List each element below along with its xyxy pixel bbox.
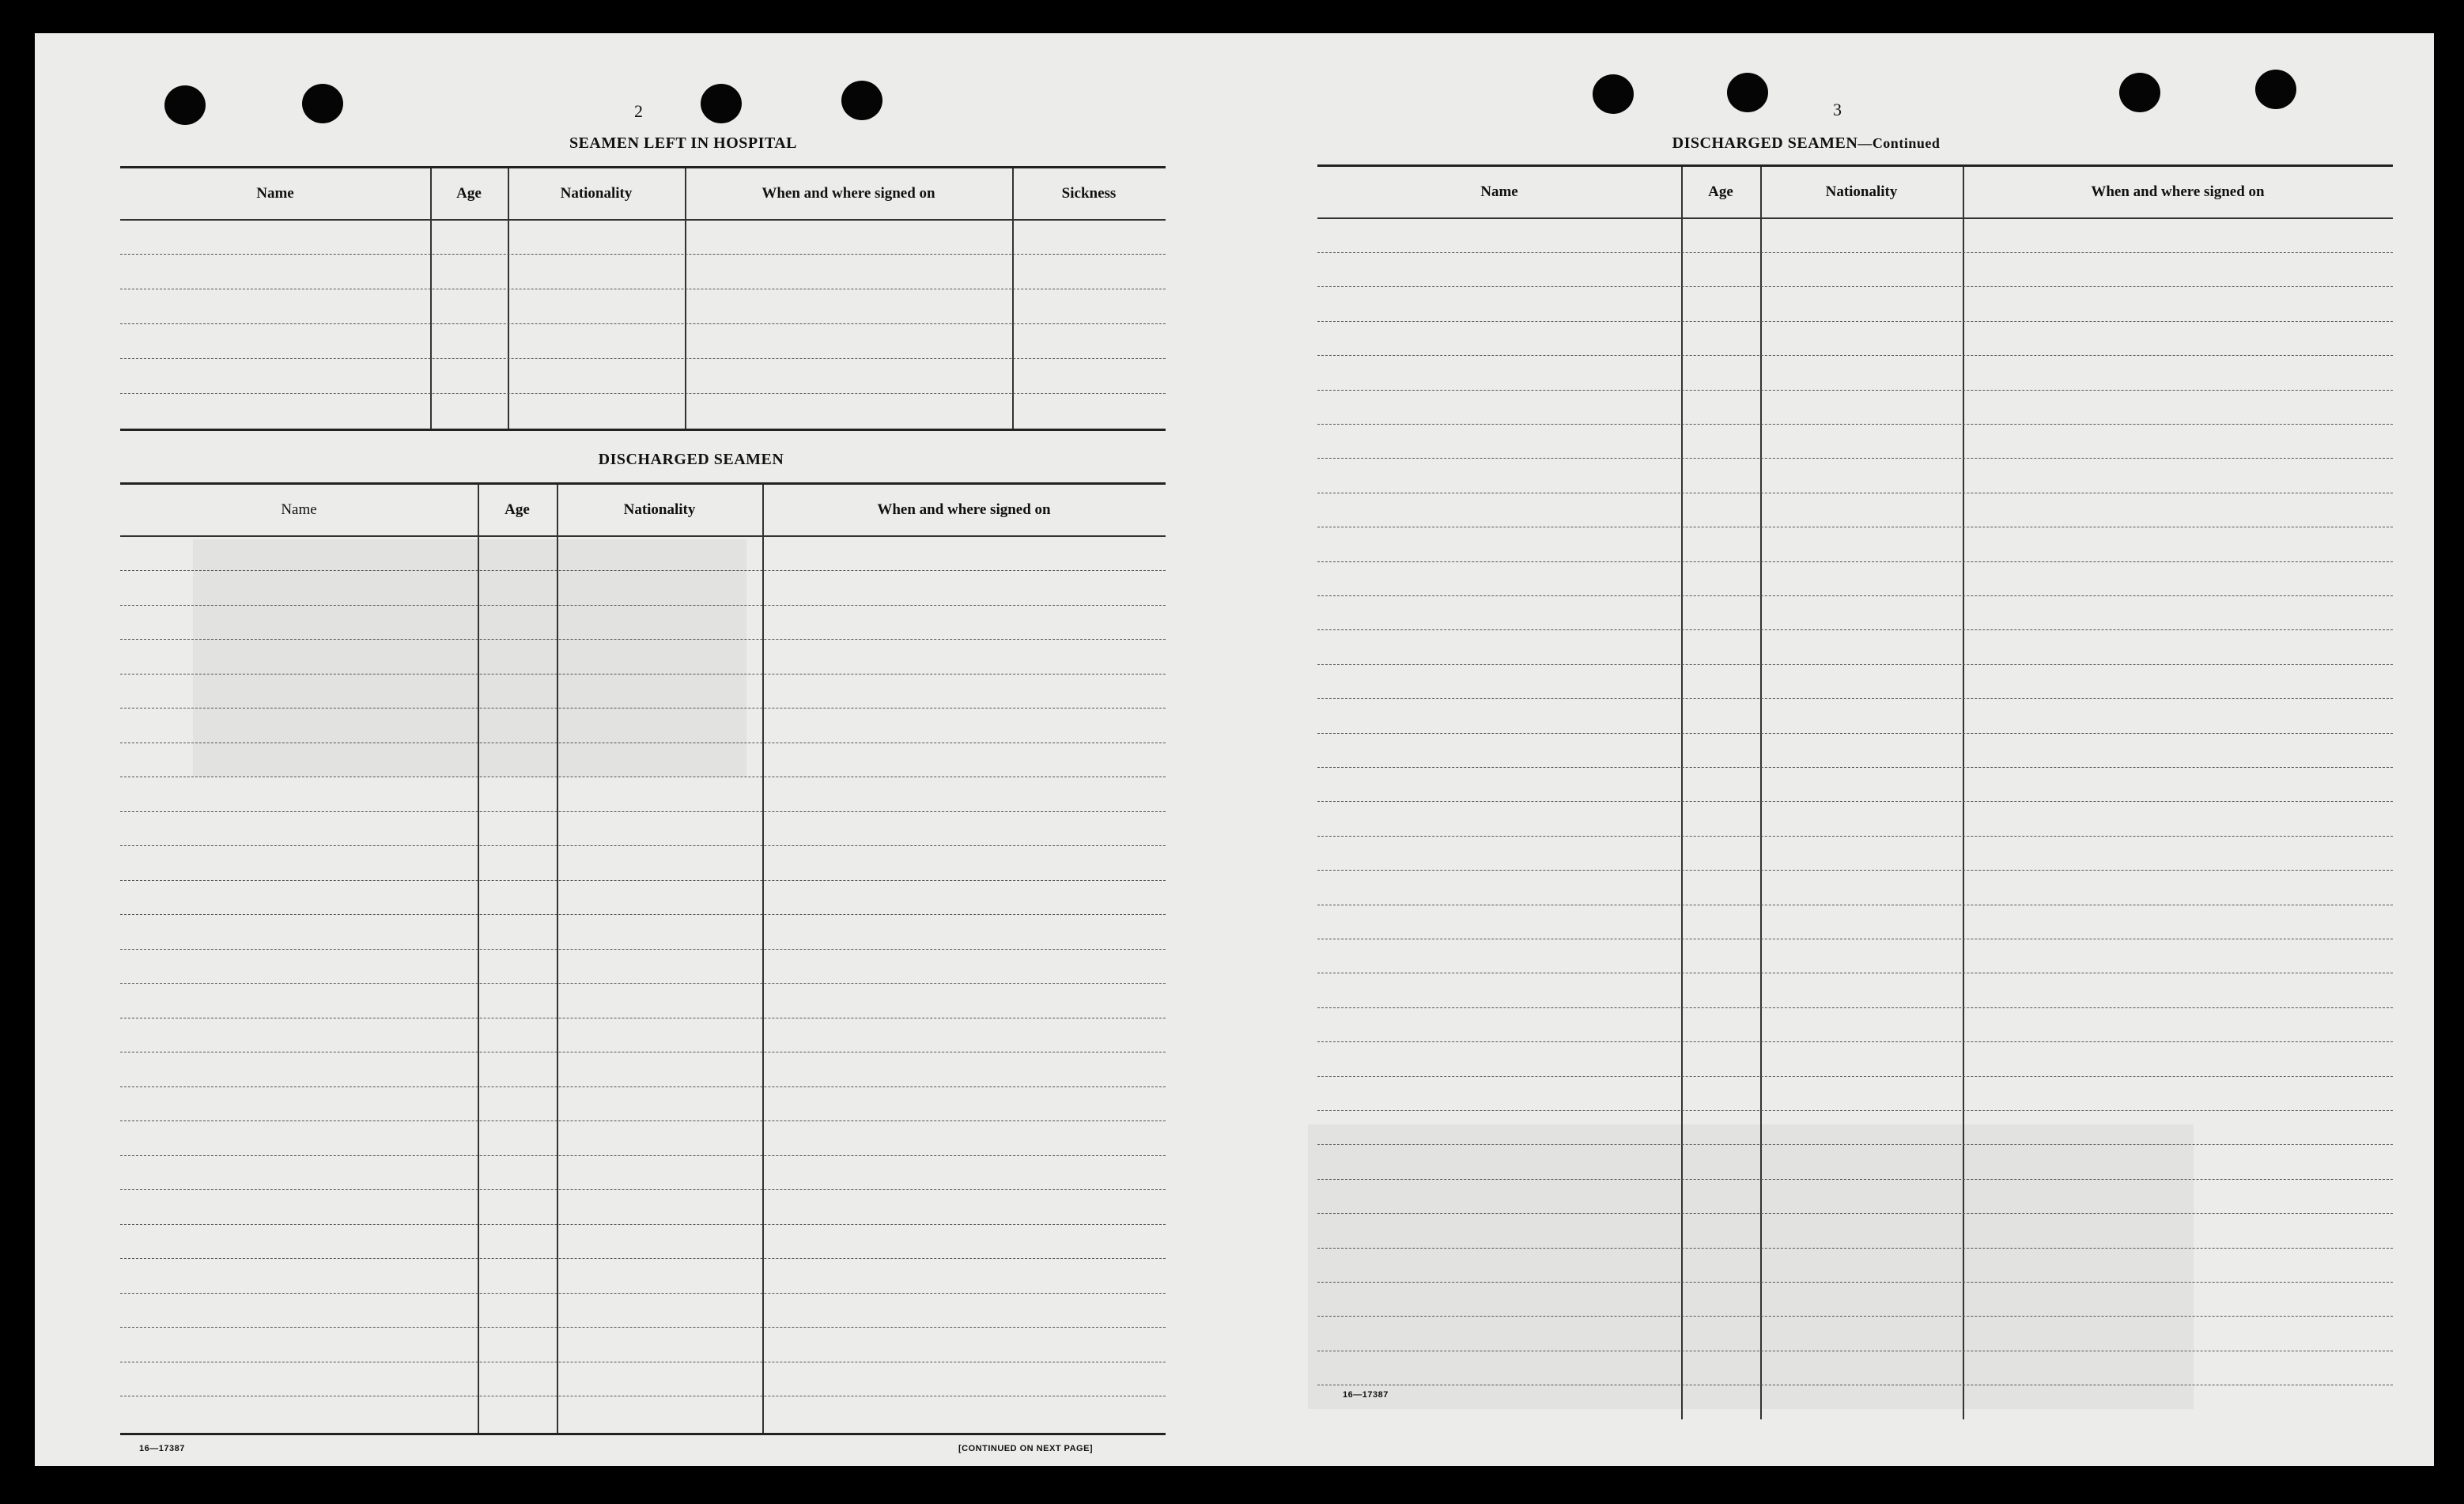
- hospital-section-title: SEAMEN LEFT IN HOSPITAL: [569, 134, 798, 152]
- table-row: [120, 1189, 1166, 1190]
- table-row: [120, 949, 1166, 950]
- table-row: [1317, 1248, 2393, 1249]
- table-row: [120, 811, 1166, 812]
- column-divider: [508, 168, 509, 431]
- table-row: [1317, 767, 2393, 768]
- table-row: [1317, 561, 2393, 562]
- column-divider: [685, 168, 686, 431]
- discharged-table-left: [120, 482, 1166, 1435]
- column-header-signed-on: When and where signed on: [2091, 183, 2265, 200]
- column-header-age: Age: [505, 501, 530, 518]
- table-row: [1317, 252, 2393, 253]
- table-row: [120, 639, 1166, 640]
- table-row: [120, 1224, 1166, 1225]
- column-header-name: Name: [256, 185, 294, 202]
- table-row: [1317, 801, 2393, 802]
- table-row: [1317, 1316, 2393, 1317]
- table-row: [120, 358, 1166, 359]
- discharged-table-right: [1317, 164, 2393, 1419]
- table-row: [120, 254, 1166, 255]
- column-divider: [1012, 168, 1014, 431]
- table-bottom-rule: [120, 1433, 1166, 1435]
- table-row: [120, 1258, 1166, 1259]
- table-row: [1317, 664, 2393, 665]
- right-page-number: 3: [1833, 100, 1842, 119]
- column-header-nationality: Nationality: [1825, 183, 1898, 200]
- continued-note: [CONTINUED ON NEXT PAGE]: [958, 1444, 1094, 1453]
- discharged-section-title-left: DISCHARGED SEAMEN: [598, 451, 784, 468]
- table-row: [120, 845, 1166, 846]
- form-number-right: 16—17387: [1343, 1390, 1389, 1400]
- table-row: [1317, 1282, 2393, 1283]
- discharged-section-title-right: [1624, 134, 1988, 153]
- table-row: [1317, 1144, 2393, 1145]
- table-row: [1317, 595, 2393, 596]
- table-row: [1317, 458, 2393, 459]
- table-row: [120, 1293, 1166, 1294]
- column-header-nationality: Nationality: [623, 501, 696, 518]
- column-header-sickness: Sickness: [1061, 185, 1117, 202]
- table-row: [1317, 424, 2393, 425]
- table-row: [1317, 1213, 2393, 1214]
- table-row: [1317, 733, 2393, 734]
- table-row: [120, 914, 1166, 915]
- table-row: [1317, 870, 2393, 871]
- table-row: [120, 1120, 1166, 1121]
- column-header-name: Name: [281, 501, 317, 518]
- table-row: [1317, 836, 2393, 837]
- table-row: [1317, 629, 2393, 630]
- table-row: [1317, 1076, 2393, 1077]
- column-divider: [430, 168, 432, 431]
- table-row: [120, 983, 1166, 984]
- table-row: [1317, 1007, 2393, 1008]
- punch-hole: [701, 84, 742, 123]
- discharged-title-right: DISCHARGED SEAMEN: [1672, 134, 1858, 152]
- table-row: [1317, 321, 2393, 322]
- discharged-table-header-right: [1317, 167, 2393, 219]
- continued-suffix: —Continued: [1857, 135, 1941, 151]
- hospital-table: [120, 166, 1166, 431]
- punch-hole: [841, 81, 882, 120]
- column-header-age: Age: [456, 185, 482, 202]
- punch-hole: [302, 84, 343, 123]
- table-row: [120, 570, 1166, 571]
- column-header-name: Name: [1480, 183, 1518, 200]
- table-row: [1317, 1110, 2393, 1111]
- table-row: [120, 1155, 1166, 1156]
- punch-hole: [1727, 73, 1768, 112]
- table-row: [120, 674, 1166, 675]
- table-row: [120, 393, 1166, 394]
- column-header-age: Age: [1708, 183, 1733, 200]
- column-header-nationality: Nationality: [560, 185, 633, 202]
- column-header-signed-on: When and where signed on: [761, 185, 935, 202]
- table-row: [1317, 286, 2393, 287]
- hospital-table-header: [120, 168, 1166, 221]
- table-row: [120, 1327, 1166, 1328]
- table-row: [1317, 390, 2393, 391]
- column-header-signed-on: When and where signed on: [877, 501, 1051, 518]
- punch-hole: [2255, 70, 2296, 109]
- table-row: [120, 323, 1166, 324]
- table-row: [1317, 1179, 2393, 1180]
- table-row: [120, 880, 1166, 881]
- table-row: [120, 708, 1166, 709]
- table-row: [1317, 1041, 2393, 1042]
- table-row: [120, 1086, 1166, 1087]
- punch-hole: [1593, 74, 1634, 114]
- table-row: [1317, 355, 2393, 356]
- left-page-number: 2: [634, 101, 643, 121]
- form-number-left: 16—17387: [139, 1444, 185, 1453]
- table-row: [120, 605, 1166, 606]
- table-bottom-rule: [120, 429, 1166, 431]
- discharged-table-header-left: [120, 485, 1166, 537]
- punch-hole: [2119, 73, 2160, 112]
- punch-hole: [164, 85, 206, 125]
- document-sheet: [35, 33, 2434, 1466]
- table-row: [1317, 698, 2393, 699]
